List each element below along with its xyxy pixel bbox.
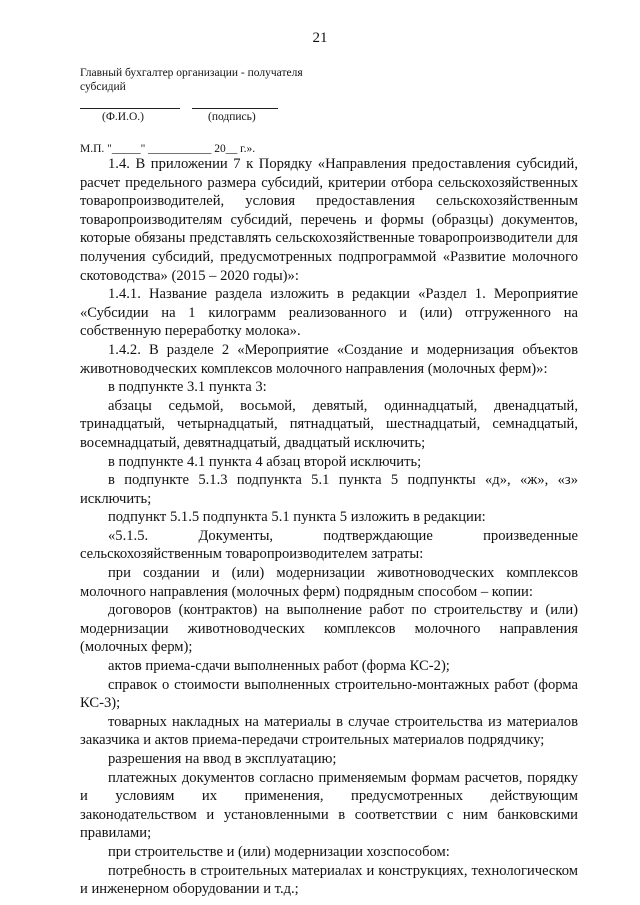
paragraph: при строительстве и (или) модернизации хозспособом: xyxy=(108,843,450,860)
paragraph: в подпункте 4.1 пункта 4 абзац второй исключить; xyxy=(108,453,422,470)
signature-blank-line xyxy=(192,108,278,109)
paragraph: подпункт 5.1.5 подпункта 5.1 пункта 5 изложить в редакции: xyxy=(108,509,486,526)
paragraph: потребность в строительных материалах и конструкциях, технологическом и инженерном оборудовании и т.д.; xyxy=(80,862,578,898)
paragraph: в подпункте 3.1 пункта 3: xyxy=(108,379,267,396)
seal-date-line: М.П. "_____" ___________ 20__ г.». xyxy=(80,143,256,155)
signature-label: (подпись) xyxy=(208,111,256,123)
paragraph: 1.4.1. Название раздела изложить в редакции «Раздел 1. Мероприятие «Субсидии на 1 килограмм реализованного и (или) отгруженного на собственную переработку молока». xyxy=(80,286,578,340)
paragraph: договоров (контрактов) на выполнение работ по строительству и (или) модернизации животноводческих комплексов молочного направления (молочных ферм); xyxy=(80,602,578,656)
paragraph: «5.1.5. Документы, подтверждающие произведенные сельскохозяйственным товаропроизводителем затраты: xyxy=(80,527,578,563)
paragraph: разрешения на ввод в эксплуатацию; xyxy=(108,751,337,767)
paragraph: справок о стоимости выполненных строительно-монтажных работ (форма КС-3); xyxy=(80,676,578,712)
paragraph: абзацы седьмой, восьмой, девятый, одиннадцатый, двенадцатый, тринадцатый, четырнадцатый, пятнадцатый, шестнадцатый, семнадцатый, восемнадцатый, девятнадцатый, двадцатый исключить; xyxy=(80,397,578,451)
signature-block xyxy=(80,66,320,156)
paragraph: 1.4.2. В разделе 2 «Мероприятие «Создание и модернизация объектов животноводческих комплексов молочного направления (молочных ферм)»: xyxy=(80,341,578,377)
signature-blanks xyxy=(80,108,320,136)
paragraph: актов приема-сдачи выполненных работ (форма КС-2); xyxy=(108,658,450,675)
page-number: 21 xyxy=(312,30,328,46)
paragraph: при создании и (или) модернизации животноводческих комплексов молочного направления (молочных ферм) подрядным способом – копии: xyxy=(80,565,578,600)
fio-blank-line xyxy=(80,108,180,109)
fio-label: (Ф.И.О.) xyxy=(102,111,144,123)
paragraph: товарных накладных на материалы в случае строительства из материалов заказчика и актов приема-передачи строительных материалов подрядчику; xyxy=(80,713,578,749)
paragraph: 1.4. В приложении 7 к Порядку «Направления предоставления субсидий, расчет предельного размера субсидий, критерии отбора сельскохозяйственных товаропроизводителей, условия предоставления сельскохозяйственным товаропроизводителям субсидий, перечень и формы (образцы) документов, которые обязаны представлять сельскохозяйственные товаропроизводители для получения субсидий, предусмотренных подпрограммой «Развитие молочного скотоводства» (2015 – 2020 годы)»: xyxy=(80,156,578,284)
signature-title: Главный бухгалтер организации - получателя субсидий xyxy=(80,67,303,93)
paragraph: в подпункте 5.1.3 подпункта 5.1 пункта 5 подпункты «д», «ж», «з» исключить; xyxy=(80,472,578,507)
paragraph: платежных документов согласно применяемым формам расчетов, порядку и условиям их применения, предусмотренных действующим законодательством и установленными в соответствии с ним банковскими правилами; xyxy=(80,769,578,842)
document-body xyxy=(80,155,578,899)
